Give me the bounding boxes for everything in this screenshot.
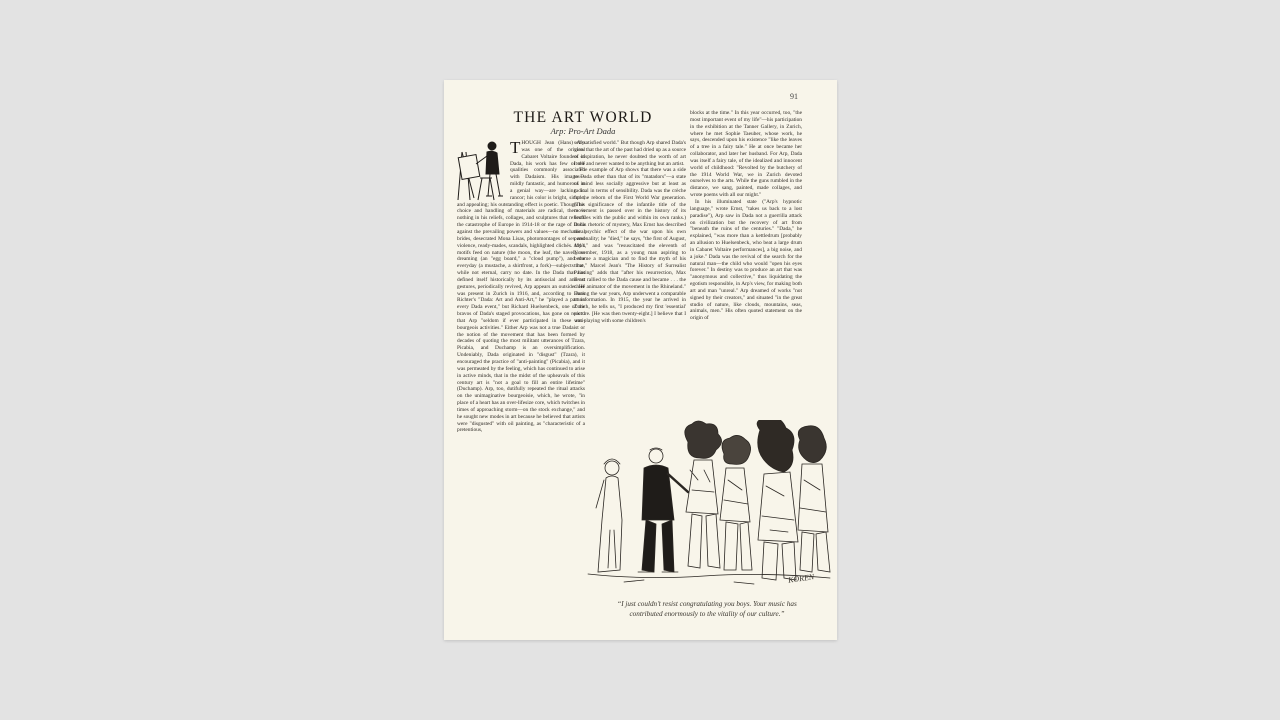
page-number: 91 — [790, 92, 798, 101]
magazine-page — [444, 80, 837, 640]
article-column-3 — [690, 110, 802, 416]
article-column-2 — [574, 140, 686, 416]
cartoon-illustration — [584, 420, 834, 590]
article-column-1 — [457, 140, 585, 622]
article-subtitle: Arp: Pro-Art Dada — [550, 126, 616, 136]
paragraph: blocks at the time." In this year occurred, too, "the most important event of my life"—his participation in the exhibition at the Tanner Gallery, in Zurich, where he met Sophie Taeuber, whose work, he says, descended upon his existence "like the leaves of a tree in a fairy tale." He at once became her collaborator, and later her husband. For Arp, Dada was itself a fairy tale, of the idealized and innocent world of childhood: "Revolted by the butchery of the 1914 World War, we in Zurich devoted ourselves to the arts. While the guns rumbled in the distance, we sang, painted, made collages, and wrote poems with all our might." — [690, 110, 802, 199]
paragraph: In his illuminated state ("Arp's hypnotic language," wrote Ernst, "takes us back to a lost paradise"), Arp saw in Dada not a guerrilla attack on civilization but the recovery of art from "beneath the ruins of the centuries." "Dada," he explained, "was more than a kettledrum [probably an allusion to Huelsenbeck, who beat a large drum in Cabaret Voltaire performances], a big noise, and a joke." Dada was the revival of the search for the natural man—the child who would "open his eyes forever." In destiny was to produce an art that was "anonymous and collective," thus liquidating the egotism responsible, in Arp's view, for making both art and man "unreal." Arp dreamed of works "not signed by their creators," and situated "in the great studio of nature, like clouds, mountains, seas, animals, men." His often quoted statement on the origin of — [690, 198, 802, 322]
section-title: THE ART WORLD — [513, 109, 653, 126]
paragraph: self-satisfied world." But though Arp shared Dada's view that the art of the past had dried up as a source of inspiration, he never doubted the worth of art itself and never wanted to be anything but an artist. — [574, 140, 686, 167]
caption-line-2: contributed enormously to the vitality of our culture.” — [629, 609, 785, 618]
cartoonist-signature: KOREN — [787, 572, 815, 585]
drop-cap: T — [510, 140, 521, 157]
paragraph: HOUGH Jean (Hans) Arp was one of the original Cabaret Voltaire founders of Dada, his work has few of the qualities commonly associated with Dadaism. His images—mildly fantastic, and humorous in a genial way—are lacking in rancor; his color is bright, simple, and appealing; his outstanding effect is poetic. Though his choice and handling of materials are radical, there is nothing in his reliefs, collages, and sculptures that reflects the catastrophe of Europe in 1914-18 or the rage of Dada against the prevailing powers and values—no mechanical brides, desecrated Mona Lisas, photomontages of sex and violence, ready-mades, scandals, highlighted clichés. Arp's motifs feed on nature (the moon, the leaf, the navel), on dreaming (an "egg board," a "cloud pump"), and the everyday (a mustache, a shirtfront, a fork)—subjects that, while not eternal, carry no date. In the Dada that has defined itself historically by its antisocial and anti-art gestures, periodically revived, Arp appears an outsider. He was present in Zurich in 1916, and, according to Hans Richter's "Dada: Art and Anti-Art," he "played a part in every Dada event," but Richard Huelsenbeck, one of the bravos of Dada's staged provocations, has gone on record that Arp "seldom if ever participated in these anti-bourgeois activities." Either Arp was not a true Dadaist or the notion of the movement that has been formed by decades of quoting the most militant utterances of Tzara, Picabia, and Duchamp is an oversimplification. Undeniably, Dada originated in "disgust" (Tzara), it encouraged the practice of "anti-painting" (Picabia), and it was permeated by the feeling, which has continued to arise in active minds, that in the midst of the upheavals of this century art is "not a goal to fill an entire lifetime" (Duchamp). Arp, too, dutifully repeated the ritual attacks on the unimaginative bourgeoisie, which, he wrote, "in place of a heart has an over-lifesize core, which twitches in times of approaching storm—on the stock exchange," and he sought new modes in art because he believed that artists were "disgusted" with oil painting, as "characteristic of a pretentious, — [457, 140, 585, 434]
cartoon-caption — [584, 600, 830, 619]
paragraph: The example of Arp shows that there was a side to Dada other than that of its "matadors"—a state of mind less socially aggressive but at least as radical in terms of sensibility. Dada was the crèche for the reborn of the First World War generation. (The significance of the infantile title of the movement is passed over in the history of its scuffles with the public and within its own ranks.) In his rhetoric of mystery, Max Ernst has described the psychic effect of the war upon his own personality; he "died," he says, "the first of August, 1914," and was "resuscitated the eleventh of November, 1918, as a young man aspiring to become a magician and to find the myth of his time." Marcel Jean's "The History of Surrealist Painting" adds that "after his resurrection, Max Ernst rallied to the Dada cause and became . . . the chief animator of the movement in the Rhineland." During the war years, Arp underwent a comparable transformation. In 1915, the year he arrived in Zurich, he tells us, "I produced my first 'essential' picture. [He was then twenty-eight.] I believe that I was playing with some children's — [574, 167, 686, 324]
caption-line-1: “I just couldn’t resist congratulating you boys. Your music has — [617, 600, 797, 608]
